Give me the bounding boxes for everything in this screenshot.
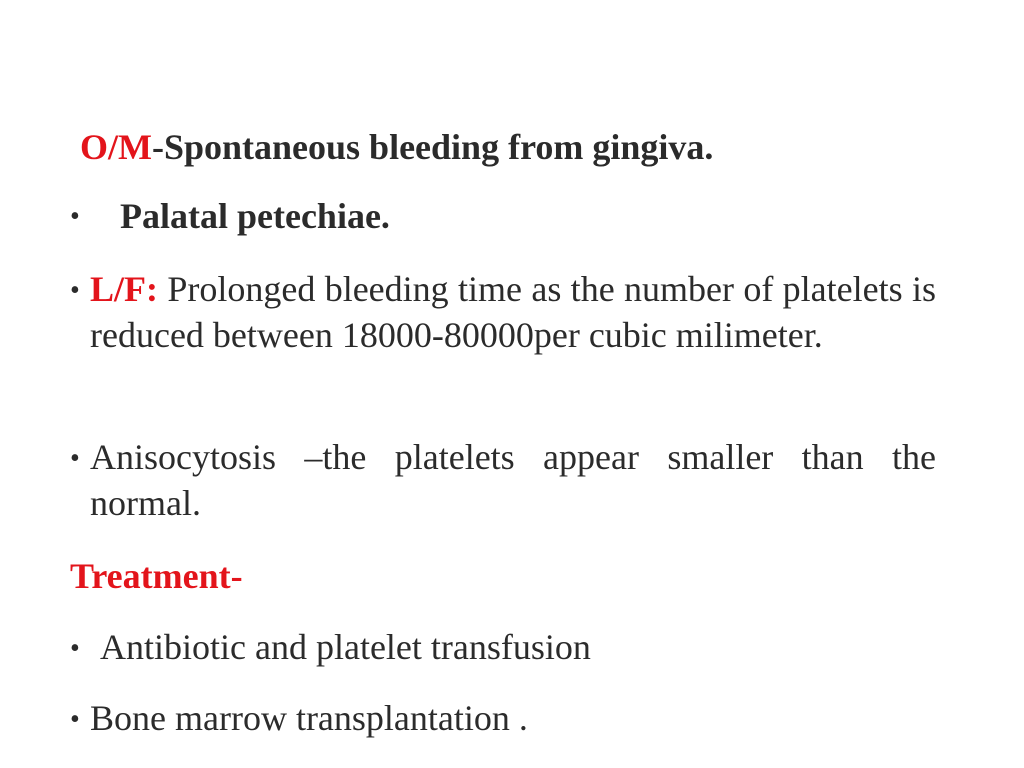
treatment-item: Antibiotic and platelet transfusion xyxy=(100,627,591,667)
bullet-icon: • xyxy=(70,201,80,232)
lf-paragraph xyxy=(90,266,936,358)
bullet-icon: • xyxy=(70,633,80,664)
bullet-icon: • xyxy=(70,275,80,306)
om-text: -Spontaneous bleeding from gingiva. xyxy=(151,127,714,167)
bullet-icon: • xyxy=(70,704,80,735)
treatment-item: Bone marrow transplantation . xyxy=(90,698,528,738)
om-label: O/M xyxy=(80,127,152,167)
lf-text: Prolonged bleeding time as the number of platelets is reduced between 18000-80000per cubic milimeter. xyxy=(90,269,936,355)
palatal-text: Palatal petechiae. xyxy=(120,196,390,236)
aniso-paragraph: Anisocytosis –the platelets appear smaller than the normal. xyxy=(90,437,936,523)
lf-label: L/F: xyxy=(90,269,158,309)
bullet-icon: • xyxy=(70,443,80,474)
om-line xyxy=(80,124,713,170)
treatment-heading: Treatment- xyxy=(70,556,243,596)
